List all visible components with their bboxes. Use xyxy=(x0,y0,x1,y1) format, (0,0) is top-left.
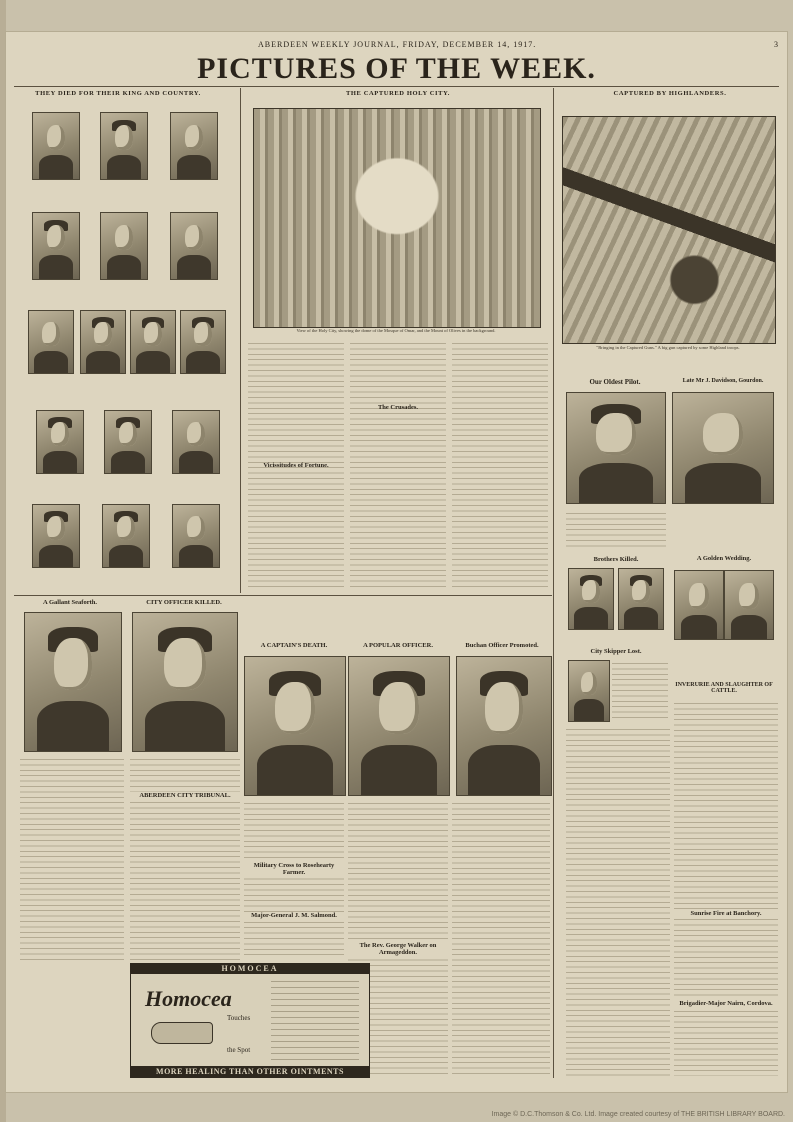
portrait xyxy=(348,656,450,796)
section-title: The Rev. George Walker on Armageddon. xyxy=(348,942,448,956)
portrait xyxy=(28,310,74,374)
portrait xyxy=(456,656,552,796)
portrait xyxy=(102,504,150,568)
ad-touches: Touches xyxy=(227,1014,251,1022)
column-divider xyxy=(240,88,241,593)
portrait xyxy=(130,310,176,374)
portrait xyxy=(32,504,80,568)
section-title: Buchan Officer Promoted. xyxy=(465,642,539,649)
captured-gun-photo xyxy=(562,116,776,344)
portrait xyxy=(618,568,664,630)
homocea-advertisement xyxy=(130,963,370,1078)
section-title: Late Mr J. Davidson, Gourdon. xyxy=(682,378,764,384)
section-title: A POPULAR OFFICER. xyxy=(363,642,433,649)
section-title: A CAPTAIN'S DEATH. xyxy=(260,642,328,649)
portrait xyxy=(170,212,218,280)
holy-city-photo xyxy=(253,108,541,328)
running-head xyxy=(8,40,785,52)
section-title: A Gallant Seaforth. xyxy=(43,599,97,606)
subhead: Vicissitudes of Fortune. xyxy=(263,462,329,469)
column-title-left: THEY DIED FOR THEIR KING AND COUNTRY. xyxy=(35,90,201,97)
article-text xyxy=(612,660,668,720)
portrait xyxy=(568,660,610,722)
ad-the-spot: the Spot xyxy=(227,1046,251,1054)
portrait xyxy=(568,568,614,630)
page-title: PICTURES OF THE WEEK. xyxy=(197,52,596,85)
portrait xyxy=(100,212,148,280)
section-title: Brothers Killed. xyxy=(593,556,639,563)
subhead: The Crusades. xyxy=(377,404,419,411)
running-head-left: ABERDEEN WEEKLY JOURNAL, FRIDAY, DECEMBER 14, 1917. xyxy=(258,40,537,49)
hand-illustration xyxy=(151,1022,213,1044)
section-title: Military Cross to Rosehearty Farmer. xyxy=(244,862,344,876)
portrait xyxy=(566,392,666,504)
section-title: Our Oldest Pilot. xyxy=(589,378,641,386)
portrait xyxy=(132,612,238,752)
portrait xyxy=(32,112,80,180)
section-title: Sunrise Fire at Banchory. xyxy=(674,910,778,917)
portrait xyxy=(80,310,126,374)
portrait xyxy=(170,112,218,180)
portrait xyxy=(24,612,122,752)
ad-testimonials xyxy=(271,978,359,1062)
portrait xyxy=(180,310,226,374)
captured-gun-caption: "Bringing in the Captured Guns." A big gun captured by some Highland troops. xyxy=(596,345,740,350)
column-divider xyxy=(553,88,554,1078)
section-title: City Skipper Lost. xyxy=(590,648,642,655)
holy-city-caption: View of the Holy City, showing the dome of the Mosque of Omar, and the Mount of Olives in the background. xyxy=(296,328,496,333)
portrait xyxy=(172,410,220,474)
section-rule xyxy=(14,595,552,596)
article-text xyxy=(674,700,778,1076)
section-title: CITY OFFICER KILLED. xyxy=(146,599,222,606)
article-text xyxy=(566,726,670,1076)
portrait xyxy=(674,570,724,640)
portrait xyxy=(104,410,152,474)
column-title-center: THE CAPTURED HOLY CITY. xyxy=(345,90,451,97)
portrait xyxy=(244,656,346,796)
ad-brand: HOMOCEA xyxy=(131,964,369,974)
portrait xyxy=(32,212,80,280)
article-text xyxy=(20,756,124,961)
article-text xyxy=(244,800,344,955)
section-title: ABERDEEN CITY TRIBUNAL. xyxy=(130,792,240,799)
section-title: Brigadier-Major Nairn, Cordova. xyxy=(674,1000,778,1007)
section-title: A Golden Wedding. xyxy=(696,555,752,562)
portrait xyxy=(724,570,774,640)
article-text xyxy=(452,800,550,1075)
portrait xyxy=(672,392,774,504)
page-number: 3 xyxy=(774,40,779,49)
article-text xyxy=(350,340,446,590)
ad-logo: Homocea xyxy=(145,986,232,1011)
portrait xyxy=(172,504,220,568)
column-title-right: CAPTURED BY HIGHLANDERS. xyxy=(613,90,727,97)
article-text xyxy=(130,756,240,961)
section-title: INVERURIE AND SLAUGHTER OF CATTLE. xyxy=(675,682,773,694)
portrait xyxy=(36,410,84,474)
masthead-rule xyxy=(14,86,779,87)
article-text xyxy=(566,510,666,550)
portrait xyxy=(100,112,148,180)
ad-footer: MORE HEALING THAN OTHER OINTMENTS xyxy=(131,1066,369,1077)
section-title: Major-General J. M. Salmond. xyxy=(244,912,344,919)
image-credit: Image © D.C.Thomson & Co. Ltd. Image created courtesy of THE BRITISH LIBRARY BOARD. xyxy=(491,1111,785,1118)
article-text xyxy=(452,340,548,590)
